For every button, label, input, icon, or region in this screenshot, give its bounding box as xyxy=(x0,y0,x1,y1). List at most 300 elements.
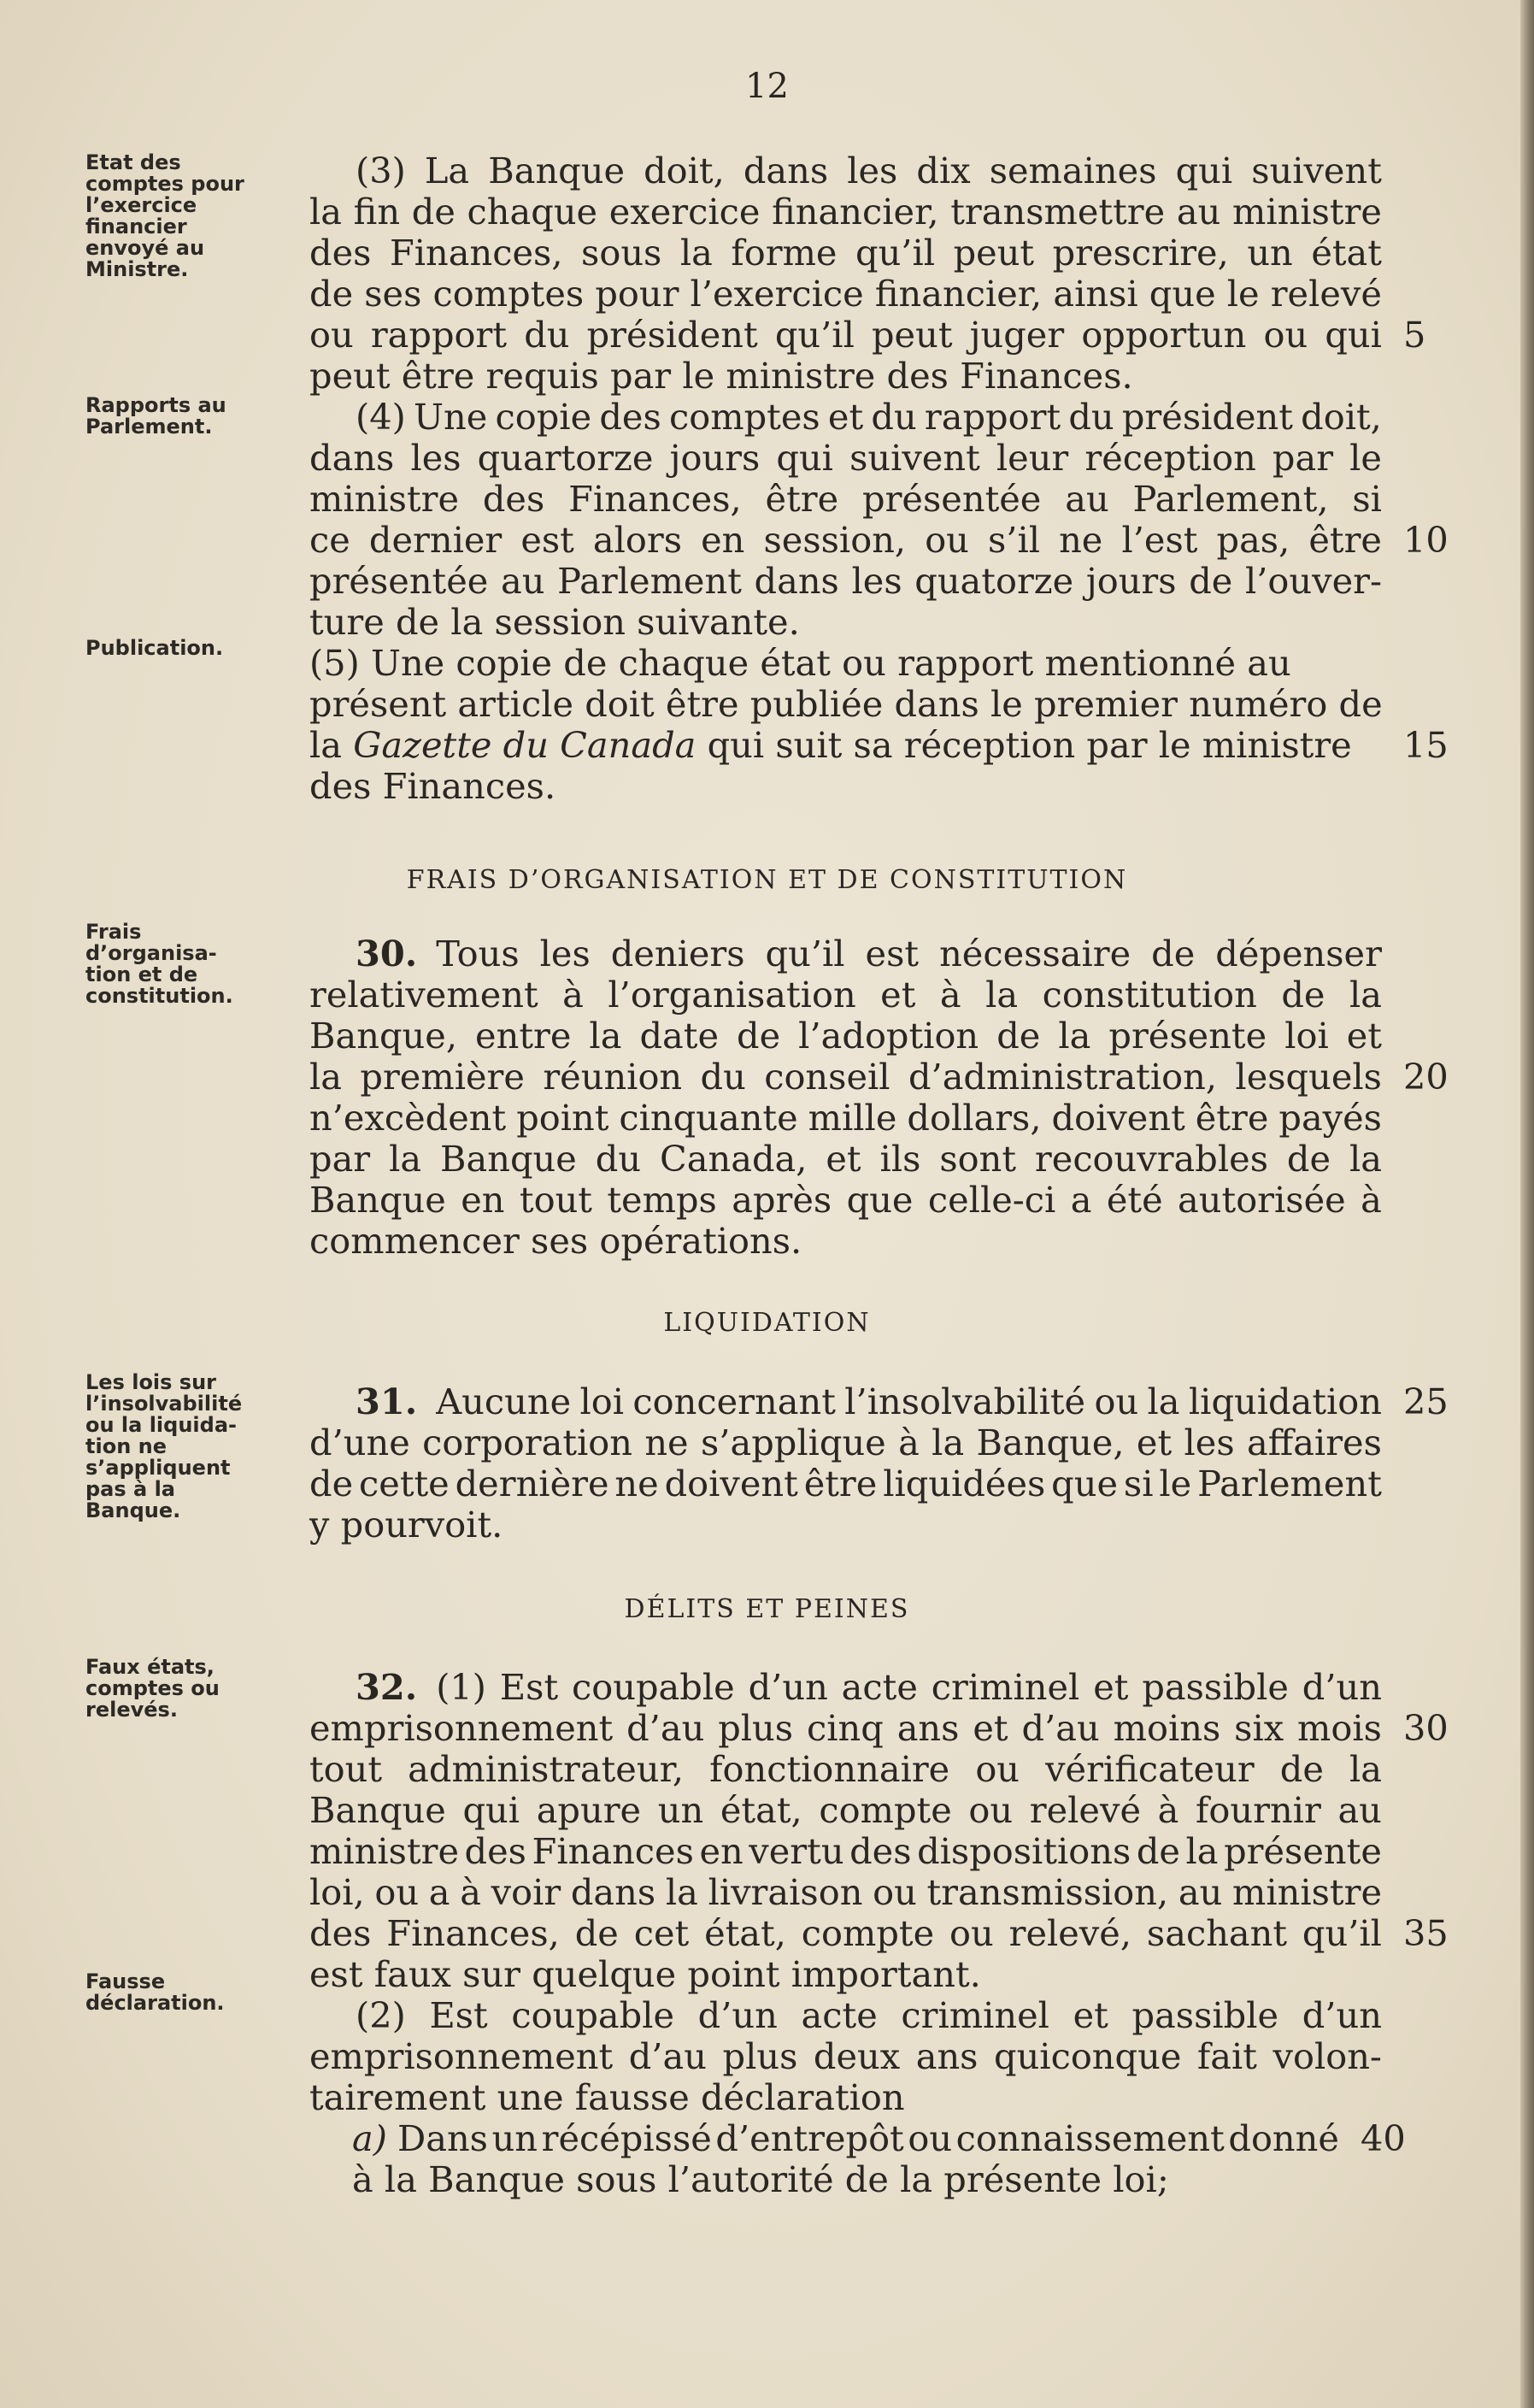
word: livraison xyxy=(708,1871,863,1913)
word: plus xyxy=(722,2035,798,2077)
word: les xyxy=(847,150,898,191)
word: au xyxy=(1178,1871,1223,1913)
word: Banque xyxy=(309,1179,446,1221)
p3-line xyxy=(309,314,1426,356)
s30-line xyxy=(309,1098,1382,1139)
p5-line-1: (5) Une copie de chaque état ou rapport mentionné au xyxy=(309,642,1291,684)
word: du xyxy=(1068,396,1114,438)
word: ou xyxy=(1263,314,1308,356)
word: des xyxy=(309,232,372,274)
word: cette xyxy=(359,1463,450,1504)
word: temps xyxy=(607,1179,717,1221)
line-text: à la Banque sous l’autorité de la présente loi; xyxy=(352,2158,1169,2200)
margin-note-line: pas à la xyxy=(85,1477,175,1501)
word: moins xyxy=(1113,1707,1221,1749)
word: vertu xyxy=(749,1830,844,1872)
heading-liquidation: LIQUIDATION xyxy=(663,1308,871,1338)
word: entre xyxy=(475,1015,572,1057)
word: d’un xyxy=(1302,1994,1382,2036)
line-number: 5 xyxy=(1403,314,1426,356)
word: criminel xyxy=(901,1994,1049,2036)
margin-note-line: Publication. xyxy=(85,636,224,660)
s31-line xyxy=(309,1463,1382,1504)
word: l’organisation xyxy=(608,974,856,1016)
word: ils xyxy=(879,1138,921,1180)
word: dans xyxy=(570,1871,656,1913)
heading-delits: DÉLITS ET PEINES xyxy=(624,1594,910,1624)
margin-note-line: Frais xyxy=(85,920,142,944)
word: (4) xyxy=(356,396,406,438)
s31-line xyxy=(309,1381,1449,1422)
word: ne xyxy=(1059,519,1103,561)
word: sachant xyxy=(1146,1912,1288,1954)
word: chaque xyxy=(467,191,598,233)
margin-note-line: ou la liquida- xyxy=(85,1413,237,1437)
word: comptes xyxy=(669,396,820,438)
line-number: 30 xyxy=(1403,1707,1449,1749)
word: et xyxy=(1136,1422,1173,1463)
p5-la: la xyxy=(309,724,343,766)
word: qu’il xyxy=(1302,1912,1382,1954)
word: dernier xyxy=(368,519,503,561)
word: session, xyxy=(763,519,907,561)
word: présentée xyxy=(309,560,489,602)
word: six xyxy=(1234,1707,1284,1749)
word: du xyxy=(524,314,570,356)
word: constitution xyxy=(1042,974,1257,1016)
margin-note-line: Etat des xyxy=(85,150,181,174)
s30-line xyxy=(309,1056,1449,1098)
word: ainsi xyxy=(1053,273,1138,315)
word: réunion xyxy=(543,1056,683,1098)
margin-note-line: financier xyxy=(85,215,187,238)
word: doit, xyxy=(644,150,725,191)
word: au xyxy=(1337,1789,1382,1831)
word: de xyxy=(309,273,354,315)
word: transmettre xyxy=(950,191,1166,233)
word: de xyxy=(996,1015,1041,1057)
word: la xyxy=(1349,1138,1382,1180)
word: semaines xyxy=(989,150,1157,191)
word: d’au xyxy=(628,2035,707,2077)
word: l’adoption xyxy=(798,1015,979,1057)
word: au xyxy=(1176,191,1221,233)
margin-note-line: Banque. xyxy=(85,1498,181,1522)
line-text: est faux sur quelque point important. xyxy=(309,1953,981,1995)
line-text: Aucune loi concernant l’insolvabilité ou la liquidation xyxy=(436,1381,1382,1422)
word: des xyxy=(309,1912,372,1954)
word: La xyxy=(424,150,470,191)
p5-line-3 xyxy=(309,725,1352,766)
word: les xyxy=(410,437,461,479)
s32-line xyxy=(309,1872,1382,1913)
word: en xyxy=(699,1830,743,1872)
word: leur xyxy=(996,437,1069,479)
word: ou xyxy=(949,1912,994,1954)
word: ses xyxy=(364,273,422,315)
word: Finances xyxy=(532,1830,694,1872)
word: mois xyxy=(1297,1707,1382,1749)
word: quartorze xyxy=(477,437,654,479)
word: Finances, xyxy=(389,232,563,274)
line-text: y pourvoit. xyxy=(309,1504,503,1545)
section-31 xyxy=(309,1381,1449,1545)
margin-note-publication xyxy=(85,638,291,659)
s32_a-line xyxy=(309,2117,1406,2159)
word: qui xyxy=(462,1789,520,1831)
word: si xyxy=(1352,478,1382,520)
word: être xyxy=(1308,519,1382,561)
word: dans xyxy=(309,437,395,479)
word: du xyxy=(871,396,917,438)
word: de xyxy=(1136,1830,1180,1872)
word: de xyxy=(411,191,455,233)
word: emprisonnement xyxy=(309,2035,614,2077)
word: a xyxy=(428,1871,450,1913)
word: la xyxy=(1185,1830,1219,1872)
s32_a-line xyxy=(309,2159,1339,2200)
word: de xyxy=(574,1912,619,1954)
margin-note-line: s’appliquent xyxy=(85,1456,231,1480)
word: l’est xyxy=(1121,519,1198,561)
word: administrateur, xyxy=(408,1748,685,1790)
word: Finances, xyxy=(568,478,742,520)
word: jours xyxy=(1085,560,1177,602)
margin-note-line: Faux états, xyxy=(85,1655,215,1679)
word: d’au xyxy=(1021,1707,1100,1749)
word: état, xyxy=(720,1789,802,1831)
margin-note-line: tion et de xyxy=(85,963,198,986)
word: ou xyxy=(309,314,354,356)
word: Banque xyxy=(488,150,626,191)
word: qui xyxy=(1325,314,1382,356)
line-number: 35 xyxy=(1403,1912,1449,1954)
word: que xyxy=(846,1179,914,1221)
word: à xyxy=(939,974,961,1016)
word: du xyxy=(700,1056,746,1098)
word: copie xyxy=(495,396,592,438)
word: ou xyxy=(975,1748,1020,1790)
p5-line-2: présent article doit être publiée dans le premier numéro de xyxy=(309,683,1383,725)
word: qu’il xyxy=(855,232,936,274)
section-32-a xyxy=(309,2117,1406,2200)
word: alors xyxy=(592,519,683,561)
word: relevé xyxy=(1029,1789,1142,1831)
word: que xyxy=(1051,1463,1119,1504)
margin-note-line: Ministre. xyxy=(85,257,189,281)
s31-line xyxy=(309,1504,1382,1545)
word: en xyxy=(461,1179,505,1221)
p4-line xyxy=(309,438,1382,479)
s32-line xyxy=(309,1831,1382,1872)
p4-line xyxy=(309,602,1382,643)
s32_2-line xyxy=(309,1995,1382,2036)
word: Banque, xyxy=(309,1015,458,1057)
word: réception xyxy=(1084,437,1256,479)
item-label: a) xyxy=(352,2117,387,2159)
p5-line-4: des Finances. xyxy=(309,765,556,807)
gazette-title: Gazette du Canada xyxy=(353,724,696,766)
p3-line xyxy=(309,233,1382,274)
word: apure xyxy=(536,1789,642,1831)
word: la xyxy=(679,232,713,274)
word: de xyxy=(1279,1748,1324,1790)
word: tout xyxy=(519,1179,592,1221)
word: doivent xyxy=(1051,1097,1185,1139)
word: cet xyxy=(633,1912,690,1954)
word: dernière xyxy=(455,1463,609,1504)
word: n’excèdent xyxy=(309,1097,507,1139)
word: première xyxy=(360,1056,525,1098)
page-number: 12 xyxy=(745,67,789,106)
word: quiconque xyxy=(994,2035,1182,2077)
word: Banque xyxy=(440,1138,577,1180)
word: peut xyxy=(871,314,953,356)
word: recouvrables xyxy=(1034,1138,1268,1180)
word: forme xyxy=(731,232,838,274)
word: ne xyxy=(614,1463,659,1504)
word: ministre xyxy=(1232,1871,1382,1913)
word: la xyxy=(1058,1015,1091,1057)
paragraph-5 xyxy=(309,642,1449,807)
margin-note-line: constitution. xyxy=(85,984,233,1008)
word: à xyxy=(1157,1789,1179,1831)
word: peut xyxy=(953,232,1035,274)
margin-note-frais xyxy=(85,921,291,1007)
line-text: ture de la session suivante. xyxy=(309,601,800,643)
word: ou xyxy=(925,519,969,561)
word: tout xyxy=(309,1748,383,1790)
word: Parlement, xyxy=(1132,478,1329,520)
word: ans xyxy=(896,1707,960,1749)
word: par xyxy=(309,1138,371,1180)
word: financier, xyxy=(874,273,1043,315)
word: s’il xyxy=(987,519,1041,561)
word: Finances, xyxy=(386,1912,560,1954)
line-number: 10 xyxy=(1403,519,1449,561)
word: ou xyxy=(968,1789,1014,1831)
word: présentée xyxy=(862,478,1042,520)
word: liquidées xyxy=(883,1463,1046,1504)
word: suivent xyxy=(1251,150,1382,191)
word: au xyxy=(1065,478,1109,520)
word: et xyxy=(827,396,864,438)
word: à xyxy=(460,1871,481,1913)
word: du xyxy=(595,1138,642,1180)
margin-note-fausse xyxy=(85,1971,291,2014)
word: rapport xyxy=(924,396,1061,438)
margin-note-line: tion ne xyxy=(85,1434,167,1458)
word: sont xyxy=(939,1138,1016,1180)
word: autorisée xyxy=(1178,1179,1346,1221)
word: d’au xyxy=(626,1707,705,1749)
word: vérificateur xyxy=(1045,1748,1255,1790)
margin-note-lois xyxy=(85,1372,291,1522)
margin-note-rapports xyxy=(85,395,291,438)
word: fonctionnaire xyxy=(709,1748,950,1790)
word: (3) xyxy=(356,150,406,191)
word: sous xyxy=(581,232,662,274)
word: d’une xyxy=(309,1422,410,1463)
word: suivent xyxy=(849,437,980,479)
s32-line xyxy=(309,1707,1449,1749)
line-number-15: 15 xyxy=(1403,724,1449,766)
word: affaires xyxy=(1246,1422,1382,1463)
word: ou xyxy=(873,1871,917,1913)
word: la xyxy=(665,1871,698,1913)
word: à xyxy=(898,1422,920,1463)
word: volon- xyxy=(1272,2035,1382,2077)
word: état xyxy=(1311,232,1382,274)
line-text: Tous les deniers qu’il est nécessaire de dépenser xyxy=(436,933,1382,974)
paragraph-4 xyxy=(309,396,1449,643)
word: corporation xyxy=(422,1422,632,1463)
s32-line xyxy=(309,1954,1382,1995)
margin-note-line: comptes pour xyxy=(85,172,244,196)
section-number: 31. xyxy=(356,1381,418,1422)
line-text: tairement une fausse déclaration xyxy=(309,2076,905,2118)
word: Parlement xyxy=(1197,1463,1382,1504)
word: les xyxy=(851,560,902,602)
word: relativement xyxy=(309,974,538,1016)
word: à xyxy=(562,974,584,1016)
section-30 xyxy=(309,933,1449,1262)
s32-line xyxy=(309,1790,1382,1831)
word: passible xyxy=(1131,1994,1279,2036)
section-number: 32. xyxy=(356,1666,418,1708)
word: financier, xyxy=(772,191,939,233)
word: la xyxy=(1349,1748,1382,1790)
s32-line xyxy=(309,1749,1382,1790)
word: mille xyxy=(808,1097,897,1139)
word: rapport xyxy=(370,314,508,356)
p3-line xyxy=(309,191,1382,233)
line-text: commencer ses opérations. xyxy=(309,1220,802,1262)
word: de xyxy=(737,1015,781,1057)
line-number: 25 xyxy=(1403,1381,1449,1422)
word: fait xyxy=(1196,2035,1257,2077)
word: et xyxy=(1346,1015,1382,1057)
word: lesquels xyxy=(1235,1056,1382,1098)
line-number: 20 xyxy=(1403,1056,1449,1098)
word: de xyxy=(1281,974,1325,1016)
word: et xyxy=(880,974,916,1016)
word: l’exercice xyxy=(690,273,864,315)
word: Est xyxy=(429,1994,488,2036)
margin-note-etat xyxy=(85,152,291,280)
s30-line xyxy=(309,1180,1382,1221)
word: ou xyxy=(374,1871,420,1913)
word: être xyxy=(1195,1097,1269,1139)
word: compte xyxy=(801,1912,935,1954)
s30-line xyxy=(309,974,1382,1016)
word: payés xyxy=(1278,1097,1382,1139)
s31-line xyxy=(309,1422,1382,1463)
word: relevé, xyxy=(1008,1912,1132,1954)
word: qu’il xyxy=(774,314,855,356)
word: celle-ci xyxy=(927,1179,1056,1221)
word: dollars, xyxy=(907,1097,1042,1139)
word: s’applique xyxy=(700,1422,886,1463)
word: qui xyxy=(1175,150,1233,191)
word: exercice xyxy=(608,191,761,233)
word: ministre xyxy=(1231,191,1382,233)
section-32 xyxy=(309,1666,1449,1995)
p4-line xyxy=(309,479,1382,520)
word: doivent xyxy=(664,1463,798,1504)
word: Banque xyxy=(309,1789,446,1831)
word: la xyxy=(309,1056,343,1098)
p4-line xyxy=(309,561,1382,602)
word: juger xyxy=(969,314,1065,356)
word: l’ouver- xyxy=(1244,560,1382,602)
word: la xyxy=(1349,974,1382,1016)
word: si xyxy=(1123,1463,1154,1504)
word: Canada, xyxy=(659,1138,808,1180)
page-edge-shadow xyxy=(1520,0,1534,2408)
s30-line xyxy=(309,1139,1382,1180)
word: prescrire, xyxy=(1052,232,1229,274)
word: de xyxy=(1286,1138,1331,1180)
margin-note-line: Fausse xyxy=(85,1969,166,1993)
word: que xyxy=(1149,273,1216,315)
word: qui xyxy=(776,437,833,479)
word: transmission, xyxy=(926,1871,1169,1913)
word: en xyxy=(701,519,745,561)
word: est xyxy=(520,519,574,561)
word: Parlement xyxy=(557,560,742,602)
word: le xyxy=(1226,273,1260,315)
word: et xyxy=(826,1138,861,1180)
word: ministre xyxy=(309,478,459,520)
word: ans xyxy=(915,2035,979,2077)
p3-line xyxy=(309,356,1382,397)
word: de xyxy=(309,1463,354,1504)
margin-note-line: d’organisa- xyxy=(85,941,217,965)
word: loi xyxy=(1284,1015,1329,1057)
p4-line xyxy=(309,519,1449,561)
margin-note-line: Parlement. xyxy=(85,415,213,439)
word: dispositions xyxy=(917,1830,1131,1872)
word: être xyxy=(765,478,839,520)
word: date xyxy=(639,1015,719,1057)
word: a xyxy=(1070,1179,1092,1221)
word: un xyxy=(657,1789,704,1831)
word: un xyxy=(1247,232,1293,274)
word: et xyxy=(973,1707,1008,1749)
word: plus xyxy=(718,1707,794,1749)
word: pas, xyxy=(1216,519,1290,561)
word: deux xyxy=(813,2035,901,2077)
word: des xyxy=(482,478,545,520)
word: emprisonnement xyxy=(309,1707,614,1749)
word: état, xyxy=(704,1912,786,1954)
word: la xyxy=(932,1422,965,1463)
margin-note-line: Les lois sur xyxy=(85,1370,216,1394)
line-number: 40 xyxy=(1361,2117,1406,2159)
word: le xyxy=(1349,437,1382,479)
word: par xyxy=(1272,437,1334,479)
line-text: Dans un récépissé d’entrepôt ou connaissement donné xyxy=(397,2117,1339,2159)
section-32-2 xyxy=(309,1995,1382,2118)
s30-line xyxy=(309,1221,1382,1262)
word: président xyxy=(586,314,758,356)
word: point xyxy=(516,1097,609,1139)
word: président xyxy=(1121,396,1293,438)
word: la xyxy=(309,191,343,233)
word: Une xyxy=(414,396,488,438)
word: quatorze xyxy=(914,560,1074,602)
